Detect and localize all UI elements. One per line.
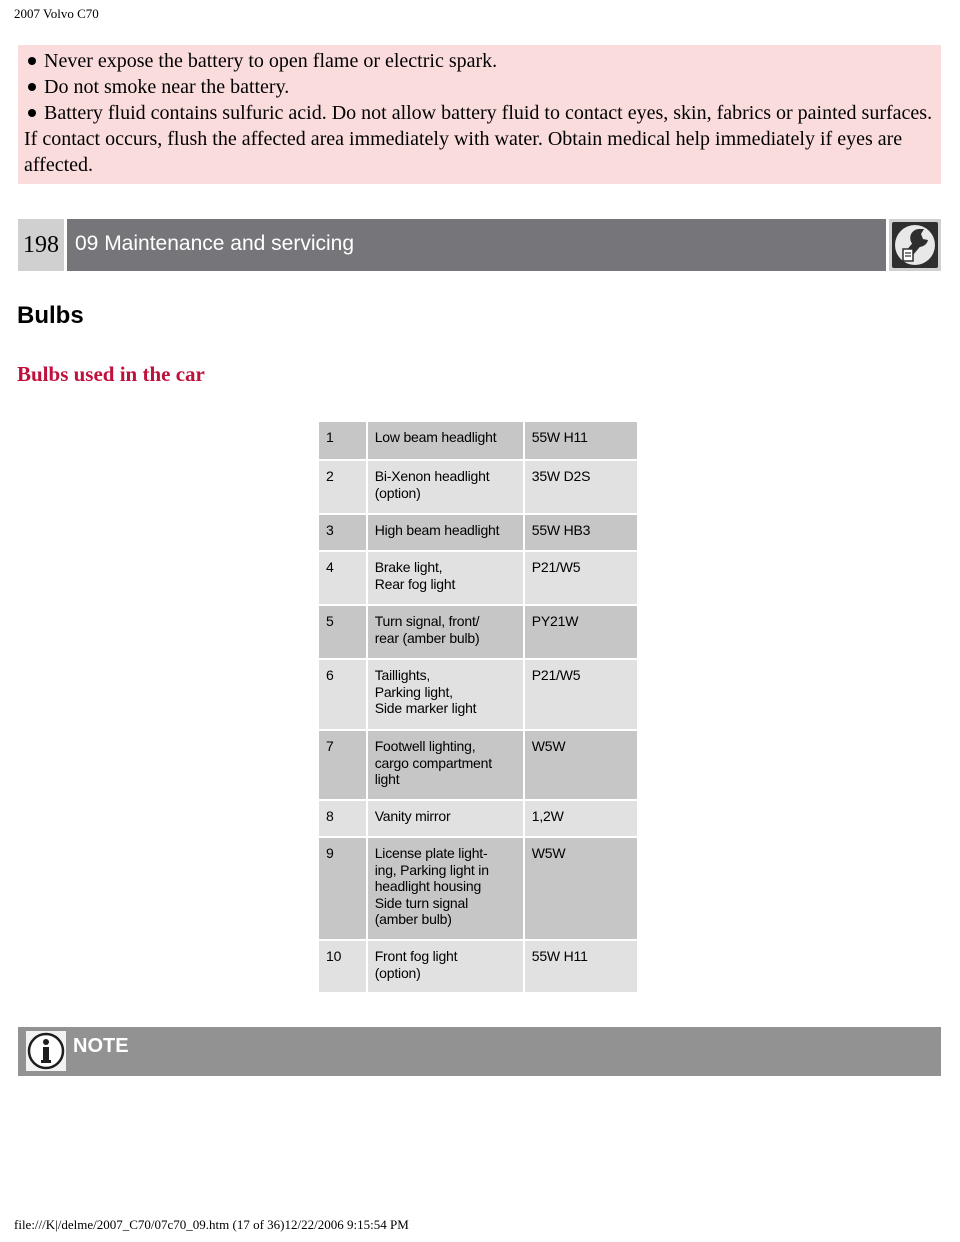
bulb-number: 6 <box>319 660 366 729</box>
table-row <box>319 731 637 799</box>
bullet-icon <box>28 83 36 91</box>
chapter-icon-box <box>889 219 941 271</box>
page-number: 198 <box>18 219 64 271</box>
bulb-spec: PY21W <box>525 606 637 658</box>
warning-box <box>18 45 941 184</box>
warning-item <box>24 100 933 178</box>
bulb-number: 5 <box>319 606 366 658</box>
bulb-number: 1 <box>319 422 366 459</box>
chapter-header <box>18 219 941 271</box>
warning-text: Never expose the battery to open flame or electric spark. <box>44 50 498 72</box>
bullet-icon <box>28 57 36 65</box>
bulb-spec: W5W <box>525 731 637 799</box>
table-row <box>319 941 637 992</box>
bulb-number: 9 <box>319 838 366 939</box>
table-row <box>319 422 637 459</box>
bulb-number: 2 <box>319 461 366 513</box>
bulb-number: 4 <box>319 552 366 604</box>
footer-path: file:///K|/delme/2007_C70/07c70_09.htm (17 of 36)12/22/2006 9:15:54 PM <box>14 1217 409 1232</box>
bulb-description: Low beam headlight <box>368 422 523 459</box>
bulb-spec: 1,2W <box>525 801 637 836</box>
table-row <box>319 552 637 604</box>
table-row <box>319 660 637 729</box>
warning-item <box>24 48 933 74</box>
bulb-description: Front fog light (option) <box>368 941 523 992</box>
table-row <box>319 606 637 658</box>
info-icon <box>26 1031 66 1071</box>
section-title: Bulbs <box>17 302 84 329</box>
warning-item <box>24 74 933 100</box>
bulb-description: Vanity mirror <box>368 801 523 836</box>
note-box <box>18 1027 941 1076</box>
table-row <box>319 838 637 939</box>
bulb-table <box>317 420 639 994</box>
bulb-spec: 55W H11 <box>525 422 637 459</box>
wrench-icon <box>889 219 941 271</box>
bulb-spec: 35W D2S <box>525 461 637 513</box>
bulb-description: Turn signal, front/ rear (amber bulb) <box>368 606 523 658</box>
warning-text: Battery fluid contains sulfuric acid. Do not allow battery fluid to contact eyes, skin, fabrics or painted surfaces. If contact occurs, flush the affected area immediately with water. Obtain medical help immediately if eyes are affected. <box>24 102 933 176</box>
document-title: 2007 Volvo C70 <box>14 6 99 21</box>
section-subtitle: Bulbs used in the car <box>17 362 205 386</box>
table-row <box>319 461 637 513</box>
note-label: NOTE <box>73 1035 129 1057</box>
bulb-description: Footwell lighting, cargo compartment light <box>368 731 523 799</box>
table-row <box>319 801 637 836</box>
bulb-description: Bi-Xenon headlight (option) <box>368 461 523 513</box>
bulb-number: 7 <box>319 731 366 799</box>
bulb-number: 10 <box>319 941 366 992</box>
bullet-icon <box>28 109 36 117</box>
bulb-spec: 55W H11 <box>525 941 637 992</box>
bulb-spec: P21/W5 <box>525 660 637 729</box>
bulb-description: High beam headlight <box>368 515 523 550</box>
bulb-spec: P21/W5 <box>525 552 637 604</box>
table-row <box>319 515 637 550</box>
warning-text: Do not smoke near the battery. <box>44 76 290 98</box>
bulb-number: 8 <box>319 801 366 836</box>
bulb-description: Brake light, Rear fog light <box>368 552 523 604</box>
bulb-spec: 55W HB3 <box>525 515 637 550</box>
bulb-spec: W5W <box>525 838 637 939</box>
bulb-number: 3 <box>319 515 366 550</box>
bulb-description: License plate light- ing, Parking light in headlight housing Side turn signal (amber bulb) <box>368 838 523 939</box>
chapter-title: 09 Maintenance and servicing <box>67 219 886 271</box>
bulb-description: Taillights, Parking light, Side marker light <box>368 660 523 729</box>
